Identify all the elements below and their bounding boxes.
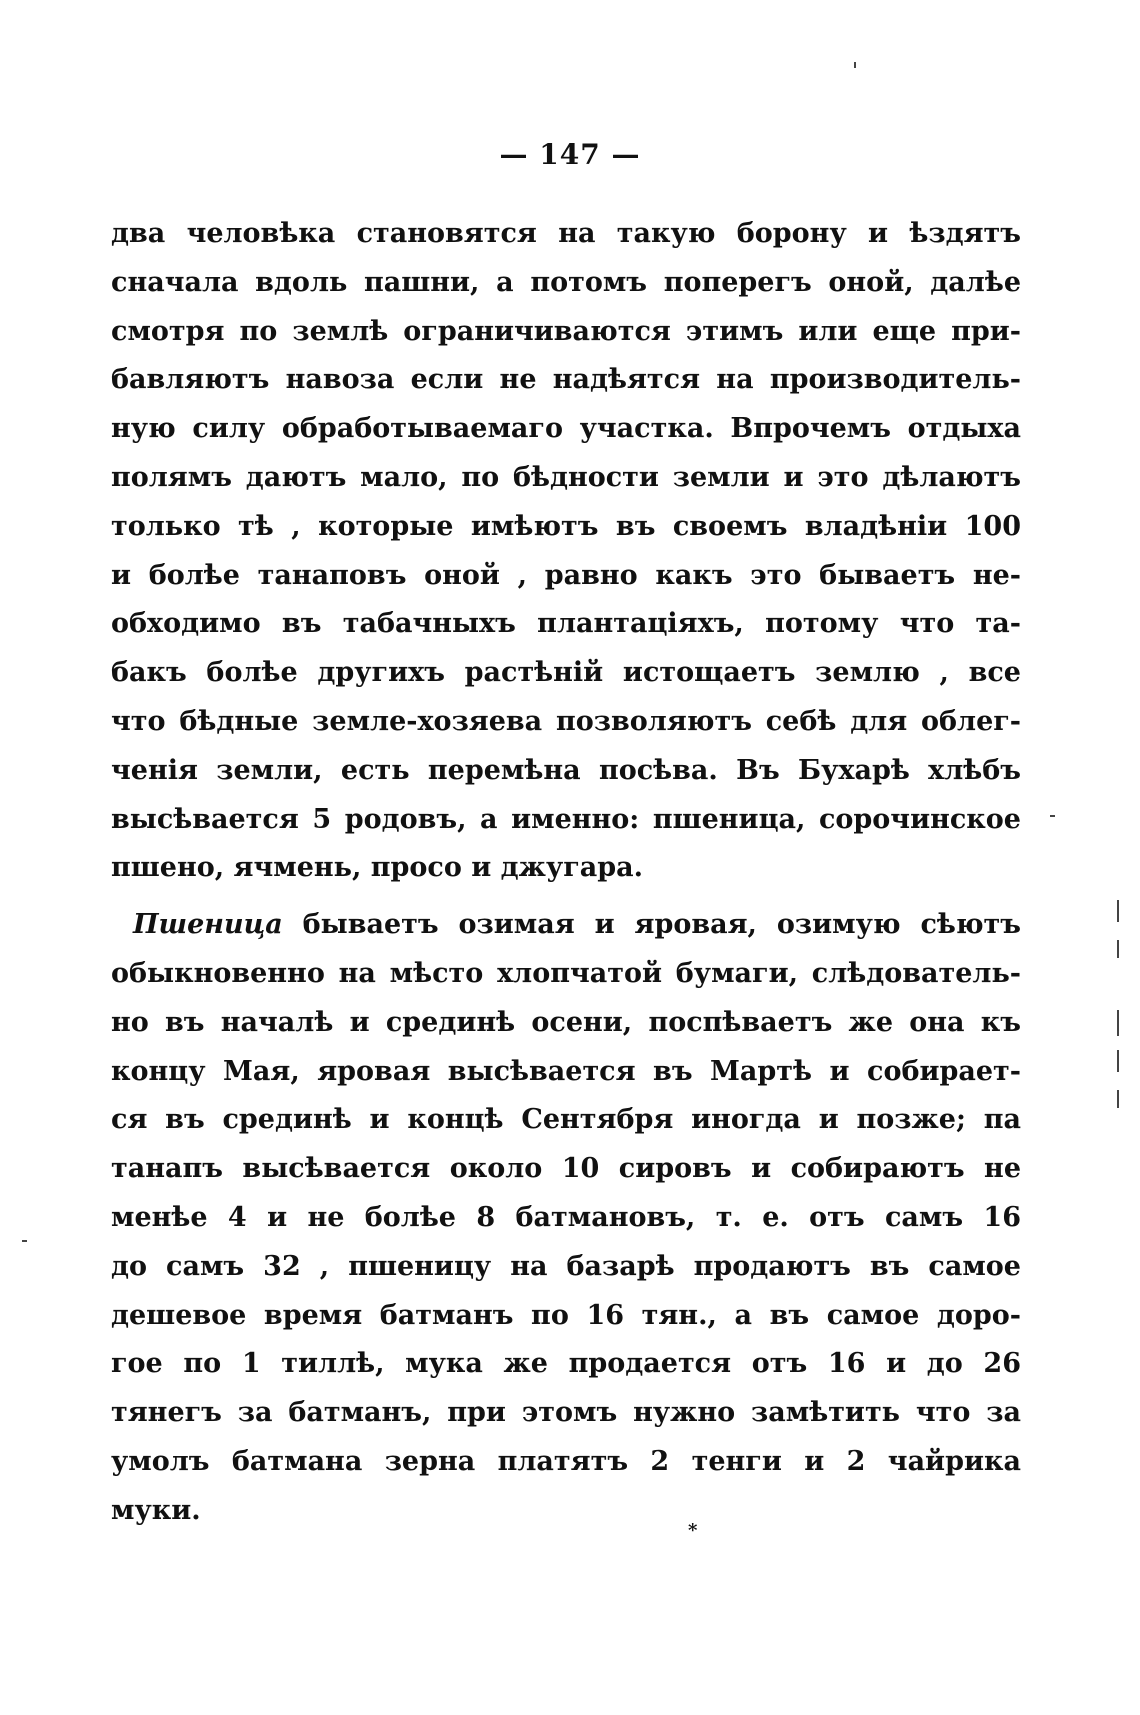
scan-artifact — [1117, 900, 1119, 922]
text-line: обходимо въ табачныхъ плантаціяхъ, потому что та- — [111, 608, 1021, 640]
text-line: высѣвается 5 родовъ, а именно: пшеница, сорочинское — [111, 803, 1021, 835]
page-number: — 147 — — [499, 138, 641, 171]
scan-artifact — [1117, 940, 1119, 958]
text-line: бакъ болѣе другихъ растѣній истощаетъ землю , все — [111, 657, 1021, 689]
scan-artifact — [1117, 1090, 1119, 1108]
paragraph-gap — [111, 893, 1021, 901]
text-line: муки. — [111, 1494, 201, 1526]
scan-artifact — [1117, 1050, 1119, 1072]
text-line: только тѣ , которые имѣютъ въ своемъ владѣніи 100 — [111, 510, 1021, 542]
text-line: два человѣка становятся на такую борону и ѣздятъ — [111, 218, 1021, 249]
text-line: обыкновенно на мѣсто хлопчатой бумаги, слѣдователь- — [111, 957, 1021, 989]
text-line: и болѣе танаповъ оной , равно какъ это бываетъ не- — [111, 559, 1021, 591]
text-line-paragraph-start — [111, 901, 1021, 950]
text-line: полямъ даютъ мало, по бѣдности земли и это дѣлаютъ — [111, 461, 1021, 493]
text-line: до самъ 32 , пшеницу на базарѣ продаютъ въ самое — [111, 1250, 1021, 1282]
text-line: ся въ срединѣ и концѣ Сентября иногда и позже; па — [111, 1104, 1021, 1136]
text-line: смотря по землѣ ограничиваются этимъ или еще при- — [111, 315, 1021, 347]
ornament-asterisk: * — [688, 1520, 698, 1541]
text-line: сначала вдоль пашни, а потомъ поперегъ оной, далѣе — [111, 266, 1021, 298]
text-line: тянегъ за батманъ, при этомъ нужно замѣтить что за — [111, 1397, 1021, 1429]
body-text — [111, 210, 1021, 1536]
text-line: гое по 1 тиллѣ, мука же продается отъ 16 и до 26 — [111, 1348, 1021, 1380]
text-line: концу Мая, яровая высѣвается въ Мартѣ и собирает- — [111, 1055, 1021, 1087]
text-line: менѣе 4 и не болѣе 8 батмановъ, т. е. отъ самъ 16 — [111, 1201, 1021, 1233]
text-line: бавляютъ навоза если не надѣятся на производитель- — [111, 364, 1021, 396]
scan-artifact — [854, 62, 856, 68]
text-line: что бѣдные земле-хозяева позволяютъ себѣ для облег- — [111, 705, 1021, 737]
scan-artifact — [22, 1240, 27, 1242]
text-line: пшено, ячмень, просо и джугара. — [111, 852, 644, 884]
text-line: умолъ батмана зерна платятъ 2 тенги и 2 чайрика — [111, 1445, 1021, 1477]
text-line: но въ началѣ и срединѣ осени, поспѣваетъ же она къ — [111, 1006, 1021, 1038]
text-line-rest: бываетъ озимая и яровая, озимую сѣютъ — [282, 909, 1021, 941]
text-line: дешевое время батманъ по 16 тян., а въ самое доро- — [111, 1299, 1021, 1331]
text-line: ную силу обработываемаго участка. Впрочемъ отдыха — [111, 413, 1021, 445]
scan-artifact — [1050, 815, 1055, 817]
text-line: танапъ высѣвается около 10 сировъ и собираютъ не — [111, 1153, 1021, 1185]
scan-artifact — [1117, 1010, 1119, 1036]
italic-lead-word: Пшеница — [133, 909, 283, 941]
text-line: ченія земли, есть перемѣна посѣва. Въ Бухарѣ хлѣбъ — [111, 754, 1021, 786]
